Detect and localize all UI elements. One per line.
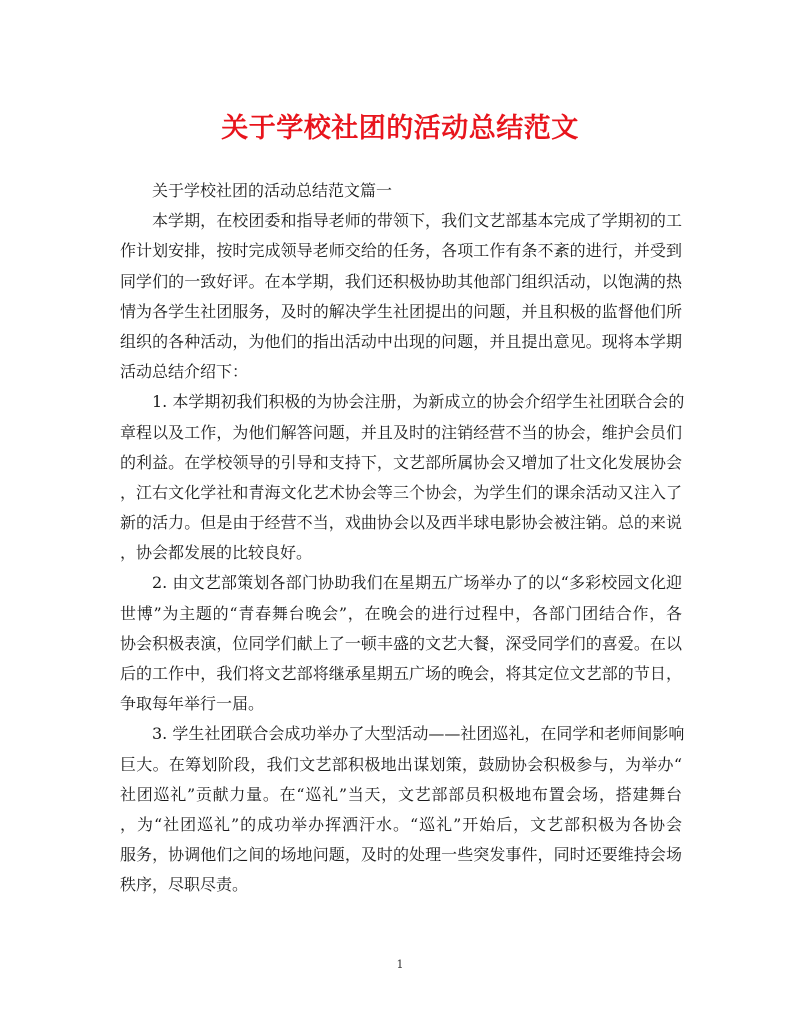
body-line: 活动总结介绍下： bbox=[120, 362, 249, 382]
body-line: 新的活力。但是由于经营不当，戏曲协会以及西半球电影协会被注销。总的来说 bbox=[120, 513, 682, 533]
body-line: 协会积极表演，位同学们献上了一顿丰盛的文艺大餐，深受同学们的喜爱。在以 bbox=[120, 633, 682, 653]
body-line: 同学们的一致好评。在本学期，我们还积极协助其他部门组织活动，以饱满的热 bbox=[120, 271, 682, 291]
body-line: 本学期，在校团委和指导老师的带领下，我们文艺部基本完成了学期初的工 bbox=[152, 211, 682, 231]
body-line: 世博”为主题的“青春舞台晚会”，在晚会的进行过程中，各部门团结合作，各 bbox=[120, 603, 682, 623]
body-line: ，为“社团巡礼”的成功举办挥洒汗水。“巡礼”开始后，文艺部积极为各协会 bbox=[120, 814, 682, 834]
document-body bbox=[120, 176, 685, 901]
body-line: 的利益。在学校领导的引导和支持下，文艺部所属协会又增加了壮文化发展协会 bbox=[120, 452, 682, 472]
body-line: 秩序，尽职尽责。 bbox=[120, 875, 249, 895]
body-line: 情为各学生社团服务，及时的解决学生社团提出的问题，并且积极的监督他们所 bbox=[120, 301, 682, 321]
body-line: 组织的各种活动，为他们的指出活动中出现的问题，并且提出意见。现将本学期 bbox=[120, 331, 682, 351]
body-line: 3. 学生社团联合会成功举办了大型活动——社团巡礼，在同学和老师间影响 bbox=[152, 724, 685, 744]
body-line: 巨大。在筹划阶段，我们文艺部积极地出谋划策，鼓励协会积极参与，为举办“ bbox=[120, 754, 682, 774]
body-line: 2. 由文艺部策划各部门协助我们在星期五广场举办了的以“多彩校园文化迎 bbox=[152, 573, 682, 593]
body-line: ，协会都发展的比较良好。 bbox=[120, 543, 313, 563]
body-line: 争取每年举行一届。 bbox=[120, 694, 265, 714]
body-line: ，江右文化学社和青海文化艺术协会等三个协会，为学生们的课余活动又注入了 bbox=[120, 482, 682, 502]
body-line: 社团巡礼”贡献力量。在“巡礼”当天，文艺部部员积极地布置会场，搭建舞台 bbox=[120, 784, 682, 804]
page-number: 1 bbox=[396, 958, 404, 971]
body-line: 1. 本学期初我们积极的为协会注册，为新成立的协会介绍学生社团联合会的 bbox=[152, 392, 685, 412]
document-title: 关于学校社团的活动总结范文 bbox=[221, 113, 579, 144]
body-line: 章程以及工作，为他们解答问题，并且及时的注销经营不当的协会，维护会员们 bbox=[120, 422, 682, 442]
body-line: 作计划安排，按时完成领导老师交给的任务，各项工作有条不紊的进行，并受到 bbox=[120, 241, 682, 261]
body-line: 关于学校社团的活动总结范文篇一 bbox=[152, 181, 393, 200]
body-line: 服务，协调他们之间的场地问题，及时的处理一些突发事件，同时还要维持会场 bbox=[120, 845, 682, 865]
body-line: 后的工作中，我们将文艺部将继承星期五广场的晚会，将其定位文艺部的节日， bbox=[120, 664, 682, 683]
